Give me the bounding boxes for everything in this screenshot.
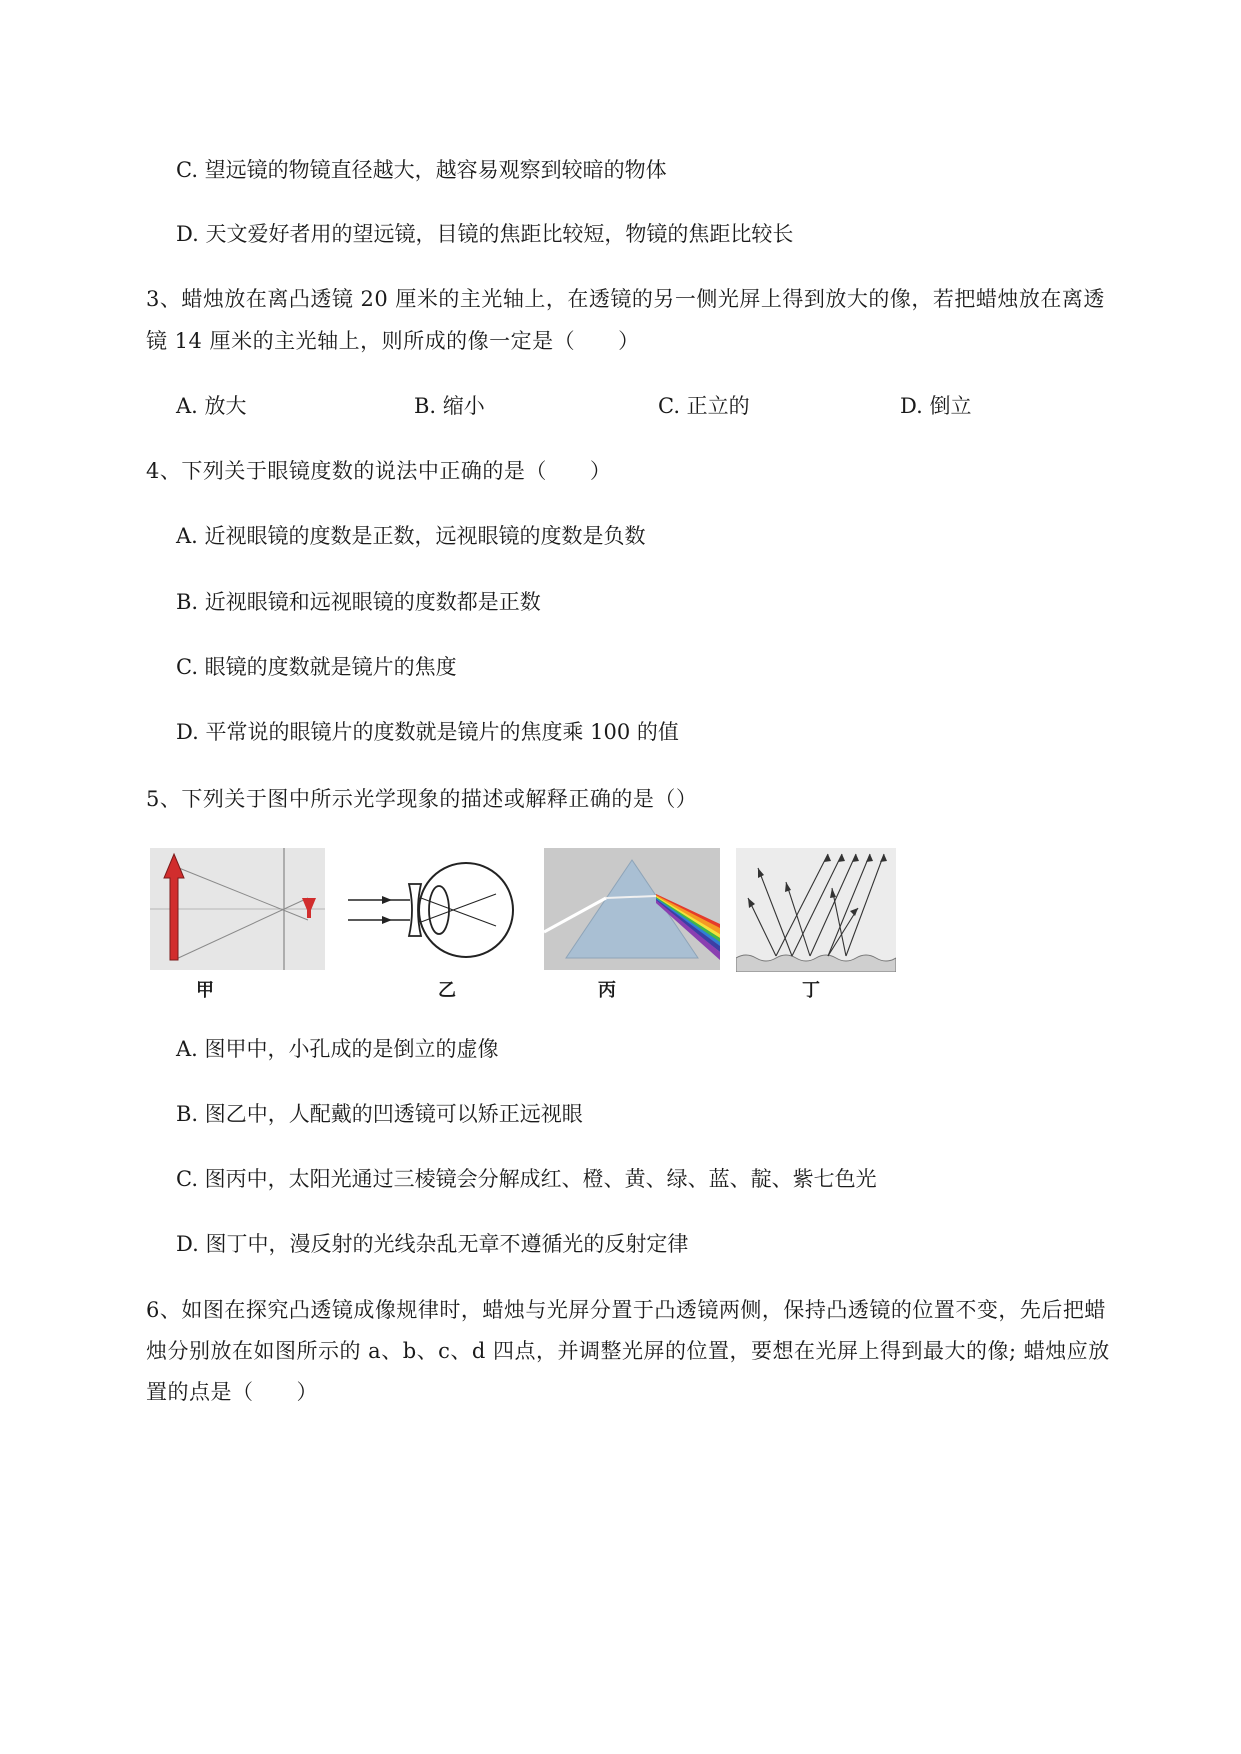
q5-stem: 5、下列关于图中所示光学现象的描述或解释正确的是（） — [146, 787, 698, 811]
figure-bing-prism — [544, 848, 720, 970]
q4-stem: 4、下列关于眼镜度数的说法中正确的是（ ） — [146, 459, 612, 483]
q5-option-a: A. 图甲中，小孔成的是倒立的虚像 — [176, 1037, 499, 1061]
q3-option-b: B. 缩小 — [414, 394, 485, 418]
q5-option-c: C. 图丙中，太阳光通过三棱镜会分解成红、橙、黄、绿、蓝、靛、紫七色光 — [176, 1167, 877, 1191]
q4-option-c: C. 眼镜的度数就是镜片的焦度 — [176, 655, 457, 679]
figure-ding-diffuse-reflection — [736, 848, 896, 972]
figure-yi-eye-lens — [346, 848, 516, 970]
q5-option-d: D. 图丁中，漫反射的光线杂乱无章不遵循光的反射定律 — [176, 1232, 689, 1256]
q3-option-a: A. 放大 — [176, 394, 247, 418]
q4-option-d: D. 平常说的眼镜片的度数就是镜片的焦度乘 100 的值 — [176, 720, 679, 744]
figure-label-bing: 丙 — [598, 980, 616, 1001]
q6-stem-line1: 6、如图在探究凸透镜成像规律时，蜡烛与光屏分置于凸透镜两侧，保持凸透镜的位置不变，先后把蜡 — [146, 1298, 1106, 1322]
figure-label-jia: 甲 — [196, 980, 214, 1001]
q5-option-b: B. 图乙中，人配戴的凹透镜可以矫正远视眼 — [176, 1102, 583, 1126]
q3-option-c: C. 正立的 — [658, 394, 750, 418]
q2-option-d: D. 天文爱好者用的望远镜，目镜的焦距比较短，物镜的焦距比较长 — [176, 222, 794, 246]
q4-option-a: A. 近视眼镜的度数是正数，远视眼镜的度数是负数 — [176, 524, 646, 548]
figure-jia-pinhole — [150, 848, 325, 970]
q3-option-d: D. 倒立 — [900, 394, 972, 418]
figure-label-ding: 丁 — [802, 980, 820, 1001]
q3-stem-line1: 3、蜡烛放在离凸透镜 20 厘米的主光轴上，在透镜的另一侧光屏上得到放大的像，若把蜡烛放在离透 — [146, 287, 1105, 311]
figure-label-yi: 乙 — [438, 980, 456, 1001]
q6-stem-line2: 烛分别放在如图所示的 a、b、c、d 四点，并调整光屏的位置，要想在光屏上得到最大的像; 蜡烛应放 — [146, 1339, 1110, 1363]
q6-stem-line3: 置的点是（ ） — [146, 1380, 318, 1404]
q2-option-c: C. 望远镜的物镜直径越大，越容易观察到较暗的物体 — [176, 158, 667, 182]
q3-stem-line2: 镜 14 厘米的主光轴上，则所成的像一定是（ ） — [146, 329, 640, 353]
q4-option-b: B. 近视眼镜和远视眼镜的度数都是正数 — [176, 590, 541, 614]
